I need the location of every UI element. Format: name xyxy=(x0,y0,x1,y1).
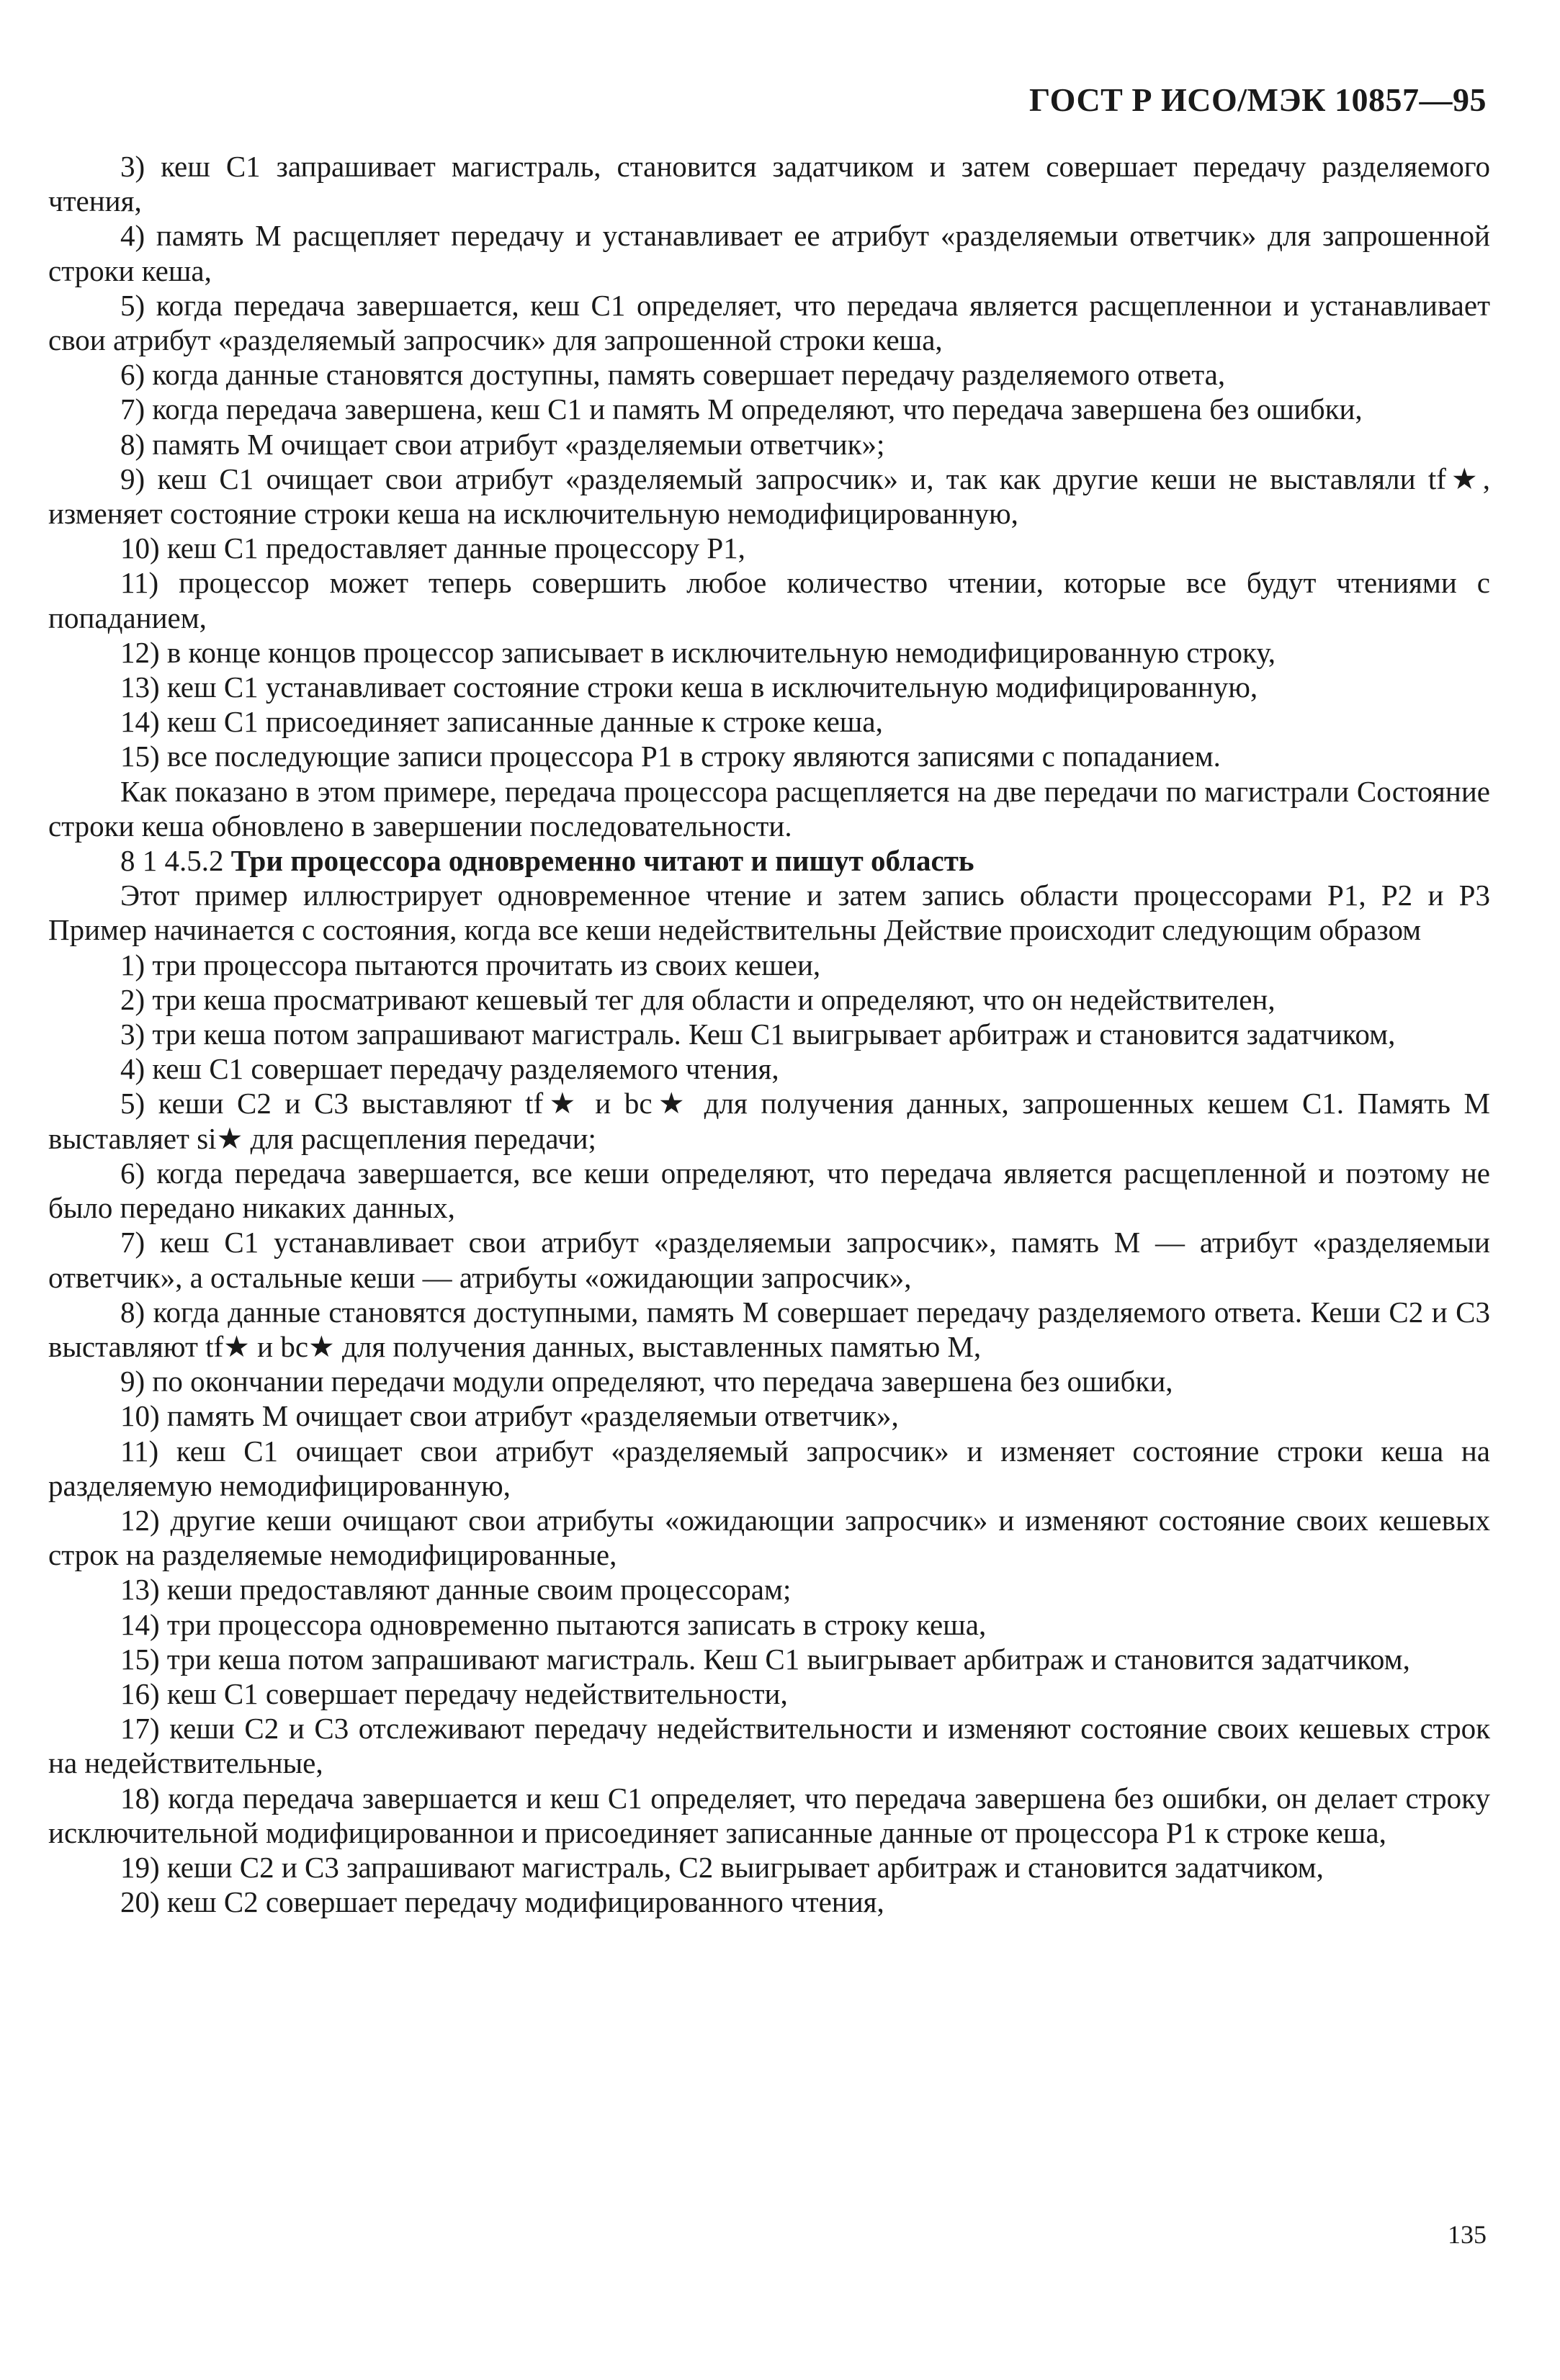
list-item: 10) память M очищает свои атрибут «разделяемыи ответчик», xyxy=(120,1399,899,1433)
list-item: 7) кеш C1 устанавливает свои атрибут «разделяемыи запросчик», память M — атрибут «разделяемыи ответчик», а остальные кеши — атрибуты «ожидающии запросчик», xyxy=(48,1226,1490,1294)
list-item: 2) три кеша просматривают кешевый тег для области и определяют, что он недействителен, xyxy=(120,982,1276,1016)
list-item: 10) кеш C1 предоставляет данные процессору P1, xyxy=(120,531,745,565)
section-heading xyxy=(48,843,1490,878)
list-item: 11) кеш C1 очищает свои атрибут «разделяемый запросчик» и изменяет состояние строки кеша на разделяемую немодифицированную, xyxy=(48,1434,1490,1502)
list-item: 17) кеши C2 и C3 отслеживают передачу недействительности и изменяют состояние своих кешевых строк на недействительные, xyxy=(48,1712,1490,1780)
list-item: 15) три кеша потом запрашивают магистраль. Кеш C1 выигрывает арбитраж и становится задатчиком, xyxy=(120,1642,1410,1676)
list-item: 4) память M расщепляет передачу и устанавливает ее атрибут «разделяемыи ответчик» для запрошенной строки кеша, xyxy=(48,219,1490,287)
section-title: Три процессора одновременно читают и пишут область xyxy=(230,844,974,878)
list-item: 3) три кеша потом запрашивают магистраль. Кеш C1 выигрывает арбитраж и становится задатчиком, xyxy=(120,1018,1396,1051)
list-item: 18) когда передача завершается и кеш C1 определяет, что передача завершена без ошибки, он делает строку исключительной модифицированнои и присоединяет записанные данные от процессора P1 к строке кеша, xyxy=(48,1781,1490,1849)
list-item: 11) процессор может теперь совершить любое количество чтении, которые все будут чтениями с попаданием, xyxy=(48,566,1490,634)
list-item: 12) в конце концов процессор записывает в исключительную немодифицированную строку, xyxy=(120,635,1276,669)
list-item: 4) кеш C1 совершает передачу разделяемого чтения, xyxy=(120,1052,779,1086)
list-item: 16) кеш C1 совершает передачу недействительности, xyxy=(120,1676,788,1710)
list-item: 8) память M очищает свои атрибут «разделяемыи ответчик»; xyxy=(120,427,885,461)
list-item: 19) кеши C2 и C3 запрашивают магистраль, C2 выигрывает арбитраж и становится задатчиком, xyxy=(120,1850,1324,1884)
list-item: 1) три процессора пытаются прочитать из своих кешеи, xyxy=(120,948,821,982)
list-item: 6) когда передача завершается, все кеши определяют, что передача является расщепленной и поэтому не было передано никаких данных, xyxy=(48,1156,1490,1225)
intro-paragraph: Этот пример иллюстрирует одновременное чтение и затем запись области процессорами P1, P2 и P3 Пример начинается с состояния, когда все кеши недействительны Действие происходит следующим образом xyxy=(48,879,1490,947)
summary-paragraph: Как показано в этом примере, передача процессора расщепляется на две передачи по магистрали Состояние строки кеша обновлено в завершении последовательности. xyxy=(48,774,1490,843)
list-item: 13) кеши предоставляют данные своим процессорам; xyxy=(120,1573,792,1607)
list-item: 5) кеши C2 и C3 выставляют tf★ и bc★ для получения данных, запрошенных кешем C1. Память M выставляет si★ для расщепления передачи; xyxy=(48,1087,1490,1155)
list-item: 5) когда передача завершается, кеш C1 определяет, что передача является расщепленнои и устанавливает свои атрибут «разделяемый запросчик» для запрошенной строки кеша, xyxy=(48,288,1490,357)
page-number: 135 xyxy=(1448,2220,1487,2249)
list-item: 3) кеш C1 запрашивает магистраль, становится задатчиком и затем совершает передачу разделяемого чтения, xyxy=(48,150,1490,218)
list-item: 14) три процессора одновременно пытаются записать в строку кеша, xyxy=(120,1607,987,1641)
list-item: 20) кеш C2 совершает передачу модифицированного чтения, xyxy=(120,1885,884,1919)
list-item: 12) другие кеши очищают свои атрибуты «ожидающии запросчик» и изменяют состояние своих кешевых строк на разделяемые немодифицированные, xyxy=(48,1503,1490,1572)
list-item: 7) когда передача завершена, кеш C1 и память M определяют, что передача завершена без ошибки, xyxy=(120,392,1363,426)
list-item: 9) по окончании передачи модули определяют, что передача завершена без ошибки, xyxy=(120,1365,1173,1398)
body-text xyxy=(48,149,1490,1919)
section-number: 8 1 4.5.2 xyxy=(120,844,224,878)
list-item: 8) когда данные становятся доступными, память M совершает передачу разделяемого ответа. Кеши C2 и C3 выставляют tf★ и bc★ для получения данных, выставленных памятью M, xyxy=(48,1295,1490,1363)
list-item: 14) кеш C1 присоединяет записанные данные к строке кеша, xyxy=(120,705,883,739)
list-item: 9) кеш C1 очищает свои атрибут «разделяемый запросчик» и, так как другие кеши не выставляли tf★, изменяет состояние строки кеша на исключительную немодифицированную, xyxy=(48,462,1490,531)
document-header: ГОСТ Р ИСО/МЭК 10857—95 xyxy=(1029,81,1487,118)
list-item: 13) кеш C1 устанавливает состояние строки кеша в исключительную модифицированную, xyxy=(120,670,1258,704)
list-item: 15) все последующие записи процессора P1 в строку являются записями с попаданием. xyxy=(120,740,1221,773)
list-item: 6) когда данные становятся доступны, память совершает передачу разделяемого ответа, xyxy=(120,358,1226,392)
